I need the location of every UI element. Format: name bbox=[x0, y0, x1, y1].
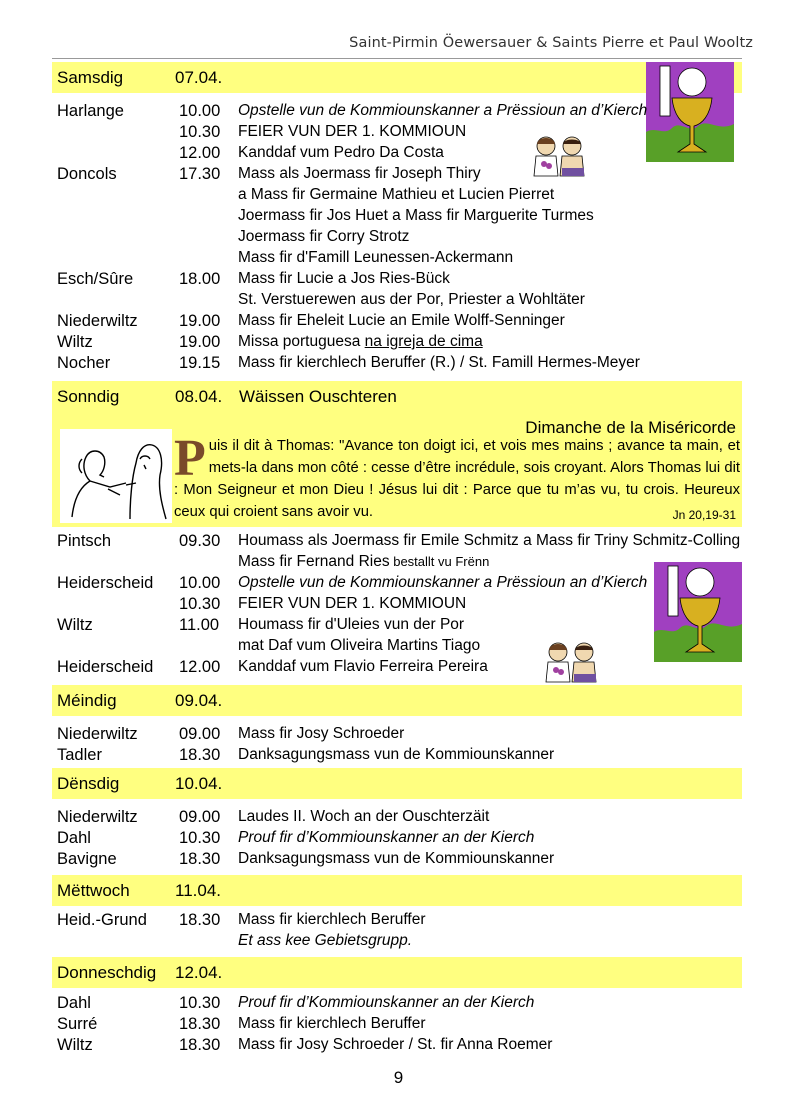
row-description bbox=[238, 911, 426, 929]
row-place: Surré bbox=[57, 1015, 98, 1033]
row-time: 19.15 bbox=[179, 354, 221, 372]
row-description bbox=[238, 746, 554, 764]
row-place: Niederwiltz bbox=[57, 725, 138, 743]
day-subtitle: Dimanche de la Miséricorde bbox=[525, 418, 736, 437]
service-keyword: Mass bbox=[238, 725, 276, 742]
service-text: als Joermass fir Emile Schmitz a Mass fir Triny Schmitz-Colling bbox=[303, 532, 741, 549]
service-text: mat bbox=[238, 637, 269, 654]
row-description bbox=[238, 658, 488, 676]
service-text: Mass fir Fernand Ries bbox=[238, 553, 390, 570]
quote-body: uis il dit à Thomas: "Avance ton doigt ici, et vois mes mains ; avance ta main, et mets-la dans mon côté : cesse d’être incrédule, sois croyant. Alors Thomas lui dit : Mon Seigneur et mon Dieu ! Jésus lui dit : Parce que tu m’as vu, tu crois. Heureux ceux qui croient sans avoir vu. bbox=[174, 438, 740, 520]
service-text: vun de Kommiounskanner bbox=[369, 746, 555, 763]
row-description bbox=[238, 333, 483, 351]
row-place: Harlange bbox=[57, 102, 124, 120]
row-time: 11.00 bbox=[179, 616, 220, 634]
service-keyword: Kanddaf bbox=[238, 144, 296, 161]
service-keyword: Houmass bbox=[238, 532, 304, 549]
day-date: 10.04. bbox=[175, 774, 223, 793]
service-text: fir kierchlech Beruffer bbox=[275, 911, 426, 928]
row-description bbox=[238, 725, 404, 743]
service-keyword: Mass bbox=[238, 1036, 276, 1053]
service-text: Prouf fir d’Kommiounskanner an der Kierch bbox=[238, 829, 535, 846]
row-place: Esch/Sûre bbox=[57, 270, 134, 288]
day-date: 09.04. bbox=[175, 691, 223, 710]
service-text: vum Oliveira Martins Tiago bbox=[292, 637, 481, 654]
day-bar-mettwoch bbox=[52, 875, 742, 906]
service-keyword: Mass bbox=[238, 911, 276, 928]
row-place: Dahl bbox=[57, 829, 91, 847]
children-illustration bbox=[528, 134, 592, 178]
row-time: 19.00 bbox=[179, 312, 221, 330]
row-description bbox=[238, 637, 480, 655]
row-description bbox=[238, 123, 466, 141]
service-keyword: Houmass bbox=[238, 616, 304, 633]
day-name: Donneschdig bbox=[57, 963, 157, 982]
service-keyword: Laudes bbox=[238, 808, 289, 825]
day-bar-sonndig bbox=[52, 381, 742, 415]
service-text: a Mass fir Germaine Mathieu et Lucien Pierret bbox=[238, 186, 555, 203]
row-place: Heiderscheid bbox=[57, 574, 154, 592]
row-description bbox=[238, 532, 740, 550]
quote-reference: Jn 20,19-31 bbox=[672, 508, 736, 522]
row-description bbox=[238, 312, 565, 330]
service-text: fir kierchlech Beruffer bbox=[275, 1015, 426, 1032]
row-place: Wiltz bbox=[57, 616, 93, 634]
row-description bbox=[238, 207, 594, 225]
service-keyword: Mass bbox=[238, 1015, 276, 1032]
row-place: Niederwiltz bbox=[57, 312, 138, 330]
service-text: FEIER VUN DER 1. KOMMIOUN bbox=[238, 595, 467, 612]
service-text: Prouf fir d’Kommiounskanner an der Kierch bbox=[238, 994, 535, 1011]
row-time: 09.00 bbox=[179, 808, 221, 826]
row-time: 10.30 bbox=[179, 123, 221, 141]
service-keyword: Mass bbox=[238, 165, 276, 182]
row-time: 12.00 bbox=[179, 144, 221, 162]
service-text: vum Pedro Da Costa bbox=[295, 144, 444, 161]
service-keyword: Kanddaf bbox=[238, 658, 296, 675]
day-name: Dënsdig bbox=[57, 774, 120, 793]
day-date: 11.04. bbox=[175, 881, 222, 900]
day-name: Samsdig bbox=[57, 68, 124, 87]
service-text: Et ass kee Gebietsgrupp. bbox=[238, 932, 413, 949]
row-place: Heiderscheid bbox=[57, 658, 154, 676]
row-time: 10.00 bbox=[179, 574, 221, 592]
row-place: Wiltz bbox=[57, 333, 93, 351]
row-description bbox=[238, 595, 466, 613]
chalice-host-illustration bbox=[646, 62, 734, 162]
service-keyword: Danksagungsmass bbox=[238, 850, 370, 867]
row-time: 10.30 bbox=[179, 595, 221, 613]
row-place: Dahl bbox=[57, 994, 91, 1012]
row-place: Nocher bbox=[57, 354, 111, 372]
row-description bbox=[238, 249, 513, 267]
row-description bbox=[238, 270, 450, 288]
service-text: FEIER VUN DER 1. KOMMIOUN bbox=[238, 123, 467, 140]
service-text: fir kierchlech Beruffer (R.) / St. Famill Hermes-Meyer bbox=[275, 354, 640, 371]
quote-dropcap: P bbox=[174, 430, 206, 487]
service-text: vun de Kommiounskanner bbox=[369, 850, 555, 867]
service-text: fir d'Uleies vun der Por bbox=[303, 616, 465, 633]
day-title: Wäissen Ouschteren bbox=[239, 387, 397, 406]
row-description bbox=[238, 574, 647, 592]
row-description bbox=[238, 994, 534, 1012]
row-description bbox=[238, 850, 554, 868]
thomas-jesus-illustration bbox=[60, 429, 172, 523]
service-text: als Joermass fir Joseph Thiry bbox=[275, 165, 481, 182]
service-text: vum Flavio Ferreira Pereira bbox=[295, 658, 488, 675]
service-text: II. Woch an der Ouschterzäit bbox=[288, 808, 490, 825]
chalice-host-illustration bbox=[654, 562, 742, 662]
row-description bbox=[238, 186, 554, 204]
day-name: Méindig bbox=[57, 691, 117, 710]
row-time: 18.30 bbox=[179, 911, 221, 929]
row-description bbox=[238, 1036, 552, 1054]
row-time: 18.30 bbox=[179, 746, 221, 764]
row-time: 17.30 bbox=[179, 165, 221, 183]
service-note: bestallt vu Frënn bbox=[389, 554, 490, 569]
day-name: Sonndig bbox=[57, 387, 120, 406]
row-time: 18.00 bbox=[179, 270, 221, 288]
day-date: 12.04. bbox=[175, 963, 223, 982]
children-illustration bbox=[540, 640, 604, 684]
row-time: 09.30 bbox=[179, 532, 221, 550]
service-text: fir Josy Schroeder / St. fir Anna Roemer bbox=[275, 1036, 553, 1053]
row-description bbox=[238, 808, 489, 826]
row-description bbox=[238, 553, 489, 571]
row-description bbox=[238, 291, 585, 309]
service-keyword: Mass bbox=[238, 270, 276, 287]
day-bar-donneschdig bbox=[52, 957, 742, 988]
day-date: 08.04. bbox=[175, 387, 223, 406]
day-bar-densdig bbox=[52, 768, 742, 799]
day-name: Mëttwoch bbox=[57, 881, 130, 900]
service-keyword: Mass bbox=[238, 312, 276, 329]
row-place: Doncols bbox=[57, 165, 117, 183]
row-time: 10.30 bbox=[179, 994, 221, 1012]
service-text: fir Eheleit Lucie an Emile Wolff-Senninger bbox=[275, 312, 565, 329]
page-header: Saint-Pirmin Öewersauer & Saints Pierre et Paul Wooltz bbox=[349, 35, 753, 51]
row-time: 10.30 bbox=[179, 829, 221, 847]
header-rule bbox=[52, 58, 742, 59]
row-description bbox=[238, 165, 481, 183]
service-keyword: Missa portuguesa bbox=[238, 333, 361, 350]
row-time: 12.00 bbox=[179, 658, 221, 676]
row-time: 19.00 bbox=[179, 333, 221, 351]
service-text: Joermass fir Corry Strotz bbox=[238, 228, 410, 245]
row-description bbox=[238, 144, 444, 162]
service-text: Joermass fir Jos Huet a Mass fir Marguerite Turmes bbox=[238, 207, 594, 224]
row-time: 10.00 bbox=[179, 102, 221, 120]
service-keyword: Daf bbox=[268, 637, 293, 654]
row-time: 18.30 bbox=[179, 1036, 221, 1054]
service-text: fir Josy Schroeder bbox=[275, 725, 405, 742]
row-place: Wiltz bbox=[57, 1036, 93, 1054]
day-date: 07.04. bbox=[175, 68, 223, 87]
quote-text bbox=[174, 430, 740, 523]
gospel-quote bbox=[52, 413, 742, 527]
row-place: Pintsch bbox=[57, 532, 112, 550]
service-text: na igreja de cima bbox=[364, 333, 483, 350]
row-description bbox=[238, 228, 409, 246]
row-time: 09.00 bbox=[179, 725, 221, 743]
service-text: Mass fir d'Famill Leunessen-Ackermann bbox=[238, 249, 514, 266]
service-text: fir Lucie a Jos Ries-Bück bbox=[275, 270, 450, 287]
day-bar-meindig bbox=[52, 685, 742, 716]
service-text: St. Verstuerewen aus der Por, Priester a Wohltäter bbox=[238, 291, 585, 308]
day-bar-samsdig bbox=[52, 62, 742, 93]
service-text: Opstelle vun de Kommiounskanner a Prëssioun an d’Kierch bbox=[238, 574, 648, 591]
row-description bbox=[238, 829, 534, 847]
service-keyword: Mass bbox=[238, 354, 276, 371]
row-place: Tadler bbox=[57, 746, 102, 764]
row-description bbox=[238, 102, 647, 120]
row-time: 18.30 bbox=[179, 1015, 221, 1033]
service-keyword: Danksagungsmass bbox=[238, 746, 370, 763]
row-place: Heid.-Grund bbox=[57, 911, 147, 929]
service-text: Opstelle vun de Kommiounskanner a Prëssioun an d’Kierch bbox=[238, 102, 648, 119]
row-description bbox=[238, 932, 412, 950]
page-number: 9 bbox=[393, 1068, 404, 1087]
row-description bbox=[238, 616, 464, 634]
row-place: Bavigne bbox=[57, 850, 117, 868]
row-place: Niederwiltz bbox=[57, 808, 138, 826]
row-time: 18.30 bbox=[179, 850, 221, 868]
row-description bbox=[238, 1015, 426, 1033]
row-description bbox=[238, 354, 640, 372]
